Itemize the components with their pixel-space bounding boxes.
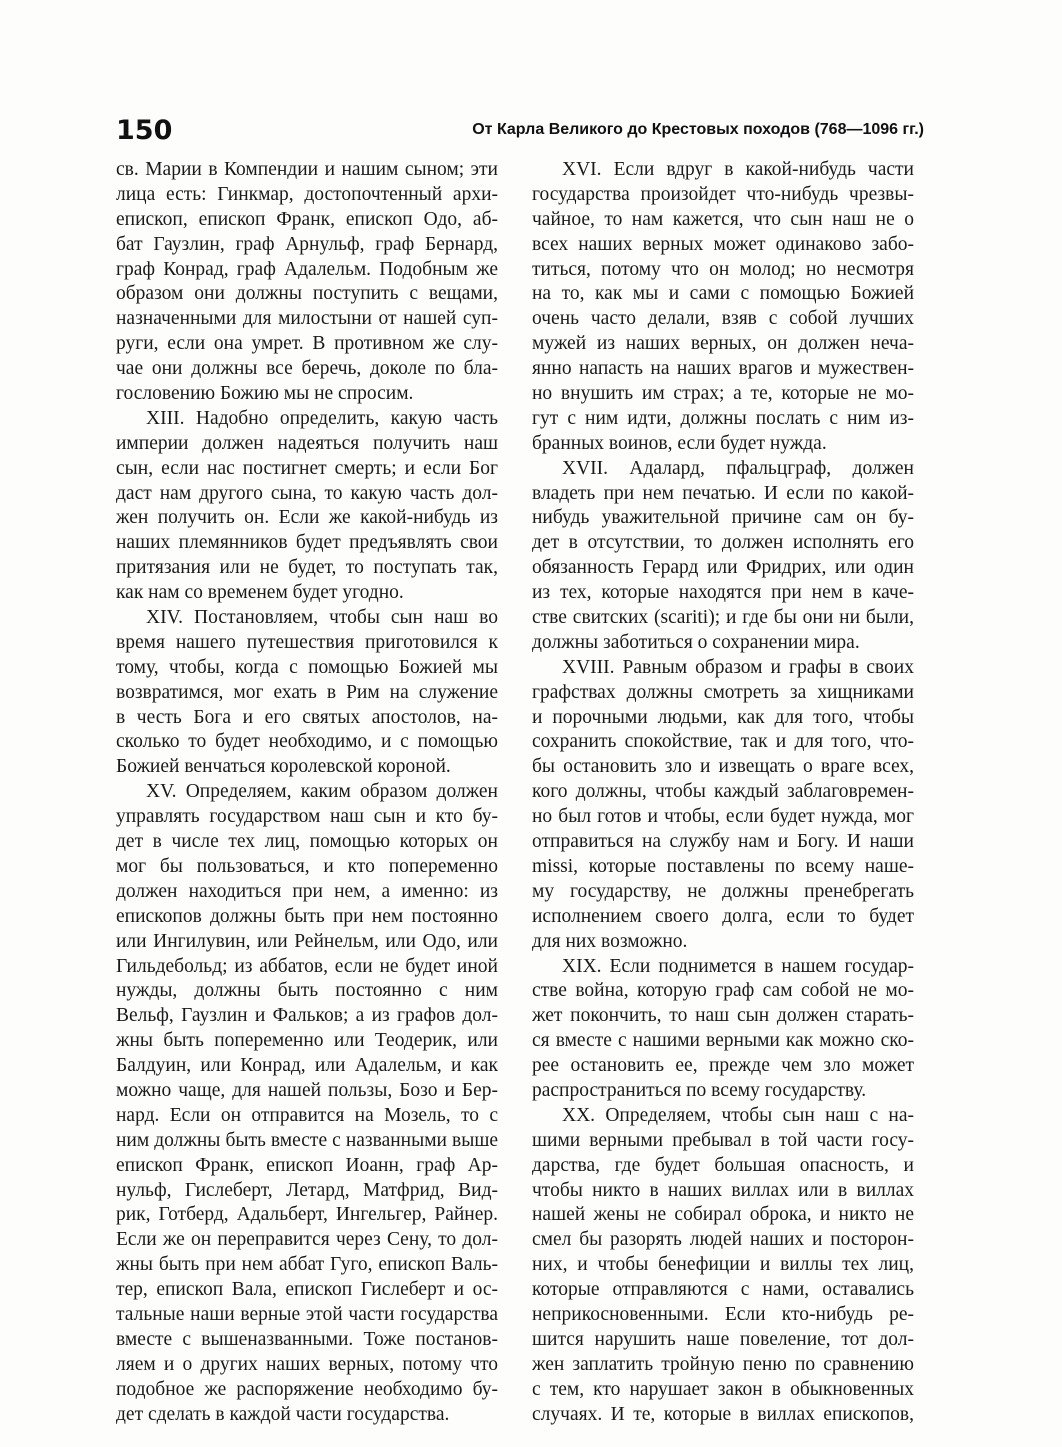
text-line: Балдуин, или Конрад, или Адалельм, и как — [116, 1055, 498, 1077]
text-line: епископов должны быть при нем постоянно — [116, 905, 498, 927]
text-line: смел бы разорять людей наших и посторон- — [532, 1229, 914, 1251]
text-line: нибудь уважительной причине сам он бу- — [532, 507, 914, 529]
text-line: отправиться на службу нам и Богу. И наши — [532, 831, 914, 853]
text-line: жет покончить, то наш сын должен старать- — [532, 1005, 914, 1027]
text-line: бы остановить зло и извещать о враге всех, — [532, 756, 914, 778]
text-line: жен получить он. Если же какой-нибудь из — [116, 507, 498, 529]
text-line: жны быть попеременно или Теодерик, или — [116, 1030, 498, 1052]
text-line: назначенными для милостыни от нашей суп- — [116, 308, 498, 330]
text-line: распространиться по всему государству. — [532, 1079, 867, 1101]
text-line: дет в числе тех лиц, помощью которых он — [116, 831, 498, 853]
text-line: наших племянников будет предъявлять свои — [116, 532, 498, 554]
text-line: XIV. Постановляем, чтобы сын наш во — [146, 607, 498, 629]
text-line: или Ингилувин, или Рейнельм, или Одо, или — [116, 930, 498, 952]
text-line: нужды, должны быть постоянно с ним — [116, 980, 498, 1002]
text-line: графствах должны смотреть за хищниками — [532, 681, 914, 703]
text-line: государства произойдет что-нибудь чрезвы- — [532, 183, 914, 205]
text-line: на то, как мы и сами с помощью Божией — [532, 283, 914, 305]
text-line: даст нам другого сына, то какую часть дол- — [116, 482, 498, 504]
text-line: тальные наши верные этой части государства — [116, 1303, 498, 1325]
text-line: тер, епископ Вала, епископ Гислеберт и ос- — [116, 1279, 498, 1301]
text-line: XIII. Надобно определить, какую часть — [146, 407, 498, 429]
text-line: XX. Определяем, чтобы сын наш с на- — [562, 1104, 914, 1126]
text-line: чайное, то нам кажется, что сын наш не о — [532, 208, 914, 230]
text-line: образом они должны поступить с вещами, — [116, 283, 498, 305]
text-line: всех наших верных может одинаково забо- — [532, 233, 914, 255]
text-line: кого должны, чтобы каждый заблаговремен- — [532, 781, 914, 803]
text-line: подобное же распоряжение необходимо бу- — [116, 1378, 498, 1400]
text-line: мог бы пользоваться, и кто попеременно — [116, 855, 498, 877]
text-line: Гильдебольд; из аббатов, если не будет иной — [116, 955, 498, 977]
text-line: но внушить им страх; а те, которые не мо- — [532, 383, 914, 405]
text-line: гословению Божию мы не спросим. — [116, 383, 414, 405]
text-line: владеть при нем печатью. И если по какой- — [532, 482, 914, 504]
text-line: XIX. Если поднимется в нашем государ- — [562, 955, 914, 977]
text-line: XVIII. Равным образом и графы в своих — [562, 656, 914, 678]
text-line: с тем, кто нарушает закон в обыкновенных — [532, 1378, 914, 1400]
text-line: и порочными людьми, как для того, чтобы — [532, 706, 914, 728]
text-line: можно чаще, для нашей пользы, Бозо и Бер- — [116, 1079, 498, 1101]
text-line: нард. Если он отправится на Мозель, то с — [116, 1104, 498, 1126]
text-line: гут с ним идти, должны послать с ним из- — [532, 407, 914, 429]
text-line: должны заботиться о сохранении мира. — [532, 631, 860, 653]
running-title: От Карла Великого до Крестовых походов (768—1096 гг.) — [472, 121, 924, 138]
text-line: чае они должны все беречь, доколе по бла- — [116, 358, 498, 380]
text-line: сын, если нас постигнет смерть; и если Бог — [116, 457, 498, 479]
text-line: ся вместе с нашими верными как можно ско- — [532, 1030, 914, 1052]
text-line: ним должны быть вместе с названными выше — [116, 1129, 498, 1151]
text-line: исполнением своего долга, если то будет — [532, 905, 914, 927]
text-line: жен заплатить тройную пеню по сравнению — [532, 1353, 914, 1375]
text-line: рик, Готберд, Адальберт, Ингельгер, Райнер. — [116, 1204, 498, 1226]
text-line: тому, чтобы, когда с помощью Божией мы — [116, 656, 498, 678]
text-line: но был готов и чтобы, если будет нужда, мог — [532, 806, 914, 828]
text-line: граф Конрад, граф Адалельм. Подобным же — [116, 258, 498, 280]
text-line: в честь Бога и его святых апостолов, на- — [116, 706, 498, 728]
text-line: них, и чтобы бенефиции и виллы тех лиц, — [532, 1254, 914, 1276]
text-line: Если же он переправится через Сену, то дол- — [116, 1229, 498, 1251]
text-line: неприкосновенными. Если кто-нибудь ре- — [532, 1303, 914, 1325]
text-line: империи должен надеяться получить наш — [116, 432, 498, 454]
text-line: дарства, где будет большая опасность, и — [532, 1154, 914, 1176]
text-line: шими верными пребывал в той части госу- — [532, 1129, 914, 1151]
text-line: очень часто делали, взяв с собой лучших — [532, 308, 914, 330]
text-line: янно напасть на наших врагов и мужествен- — [532, 358, 914, 380]
text-line: бранных воинов, если будет нужда. — [532, 432, 827, 454]
text-line: бат Гаузлин, граф Арнульф, граф Бернард, — [116, 233, 498, 255]
text-line: время нашего путешествия приготовился к — [116, 631, 498, 653]
text-line: му государству, не должны пренебрегать — [532, 880, 914, 902]
text-line: жны быть при нем аббат Гуго, епископ Валь- — [116, 1254, 498, 1276]
text-line: дет сделать в каждой части государства. — [116, 1403, 450, 1425]
text-line: XVI. Если вдруг в какой-нибудь части — [562, 159, 914, 180]
text-line: обязанность Герард или Фридрих, или один — [532, 557, 914, 579]
text-line: руги, если она умрет. В противном же слу- — [116, 333, 498, 355]
text-line: должен находиться при нем, а именно: из — [116, 880, 498, 902]
text-line: из тех, которые находятся при нем в каче- — [532, 582, 914, 604]
text-line: вместе с вышеназванными. Тоже постанов- — [116, 1328, 498, 1350]
text-line: случаях. И те, которые в виллах епископов, — [532, 1403, 914, 1425]
text-line: нульф, Гислеберт, Летард, Матфрид, Вид- — [116, 1179, 498, 1201]
text-line: стве война, которую граф сам собой не мо- — [532, 980, 914, 1002]
text-line: ляем и о других наших верных, потому что — [116, 1353, 498, 1375]
text-line: лица есть: Гинкмар, достопочтенный архи- — [116, 183, 498, 205]
text-line: XV. Определяем, каким образом должен — [146, 781, 498, 803]
text-line: управлять государством наш сын и кто бу- — [116, 806, 498, 828]
page-number: 150 — [116, 115, 173, 146]
text-line: XVII. Адалард, пфальцграф, должен — [562, 457, 914, 479]
text-line: дет в отсутствии, то должен исполнять его — [532, 532, 914, 554]
text-line: как нам со временем будет угодно. — [116, 582, 404, 604]
text-line: притязания или не будет, то поступать так, — [116, 557, 498, 579]
text-line: которые отправляются с нами, оставались — [532, 1279, 914, 1301]
text-line: шится нарушить наше повеление, тот дол- — [532, 1328, 914, 1350]
text-line: сколько то будет необходимо, и с помощью — [116, 731, 498, 753]
text-line: св. Марии в Компендии и нашим сыном; эти — [116, 159, 498, 180]
left-text-column — [116, 158, 498, 1427]
text-line: мужей из наших верных, он должен неча- — [532, 333, 914, 355]
text-line: missi, которые поставлены по всему наше- — [532, 855, 914, 877]
text-line: для них возможно. — [532, 930, 688, 952]
text-line: чтобы никто в наших виллах или в виллах — [532, 1179, 914, 1201]
text-line: сохранить спокойствие, так и для того, что- — [532, 731, 914, 753]
right-text-column — [532, 158, 914, 1427]
text-line: титься, потому что он молод; но несмотря — [532, 258, 914, 280]
text-line: нашей жены не собирал оброка, и никто не — [532, 1204, 914, 1226]
text-line: рее остановить ее, прежде чем зло может — [532, 1055, 914, 1077]
text-line: епископ, епископ Франк, епископ Одо, аб- — [116, 208, 498, 230]
text-line: возвратимся, мог ехать в Рим на служение — [116, 681, 498, 703]
text-line: епископ Франк, епископ Иоанн, граф Ар- — [116, 1154, 498, 1176]
text-line: Вельф, Гаузлин и Фальков; а из графов дол- — [116, 1005, 498, 1027]
text-line: стве свитских (scariti); и где бы они ни были, — [532, 607, 914, 629]
text-line: Божией венчаться королевской короной. — [116, 756, 451, 778]
page-header — [116, 113, 924, 153]
